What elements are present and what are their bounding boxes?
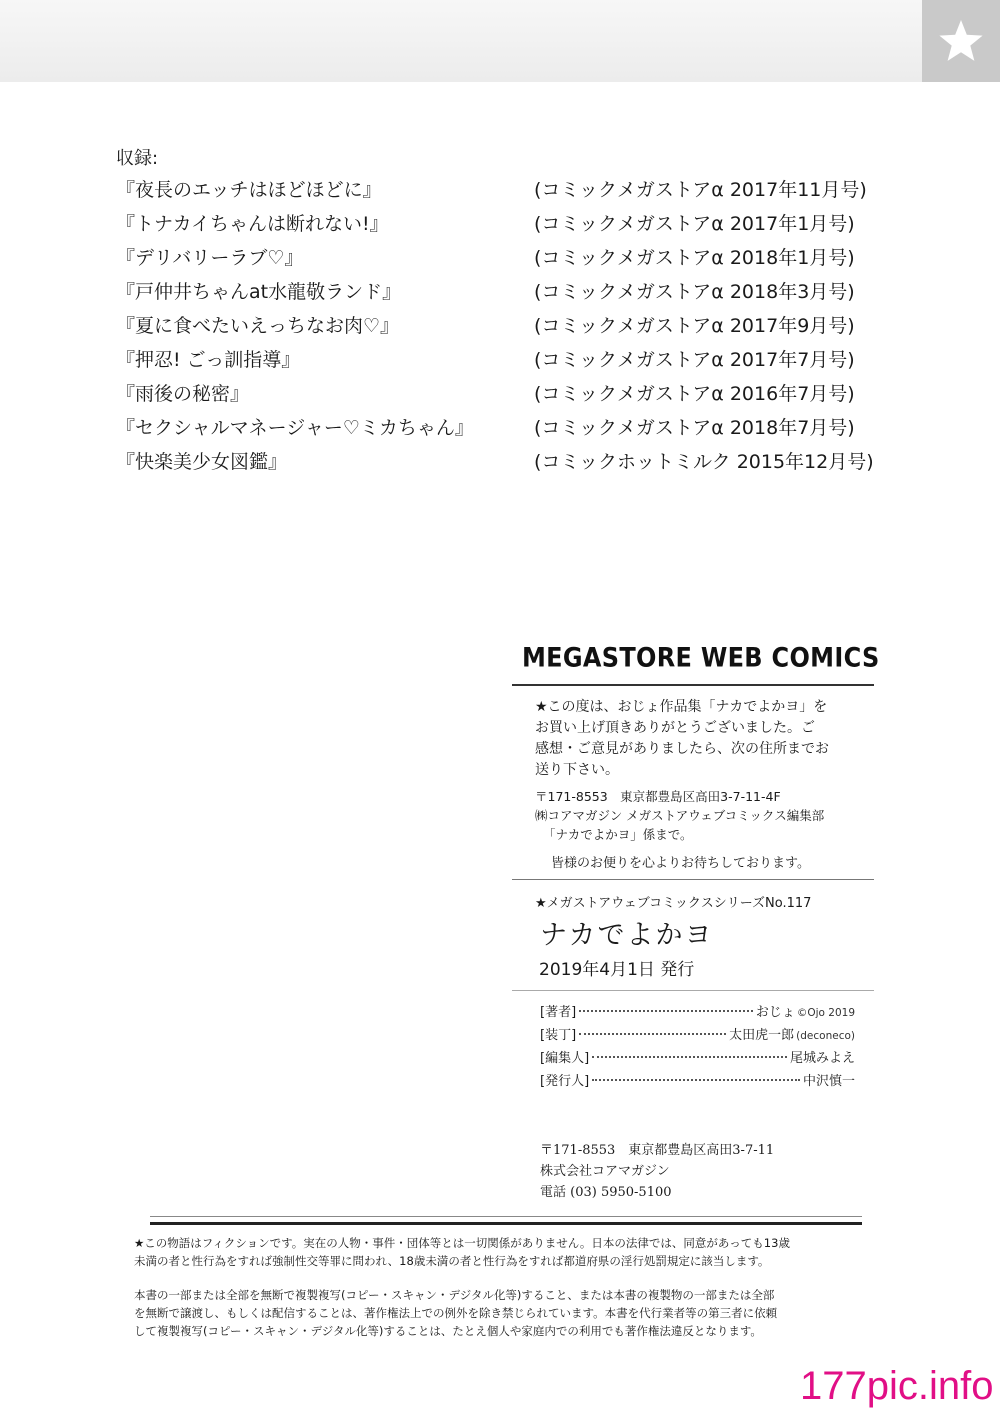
story-title: 『トナカイちゃんは断れない!』: [116, 213, 389, 235]
notice-line: を無断で譲渡し、もしくは配信することは、著作権法上での例外を除き禁じられています。本書を代行業者等の第三者に依頼: [134, 1306, 778, 1320]
publisher-line: 株式会社コアマガジン: [540, 1164, 670, 1179]
leader-dots: [579, 1010, 753, 1012]
credit-name: おじょ: [755, 1005, 795, 1020]
closing-line: 皆様のお便りを心よりお待ちしております。: [551, 856, 810, 871]
story-source: (コミックメガストアα 2017年11月号): [534, 179, 867, 201]
list-item: [116, 210, 906, 244]
story-source: (コミックメガストアα 2017年1月号): [534, 213, 855, 235]
story-title: 『夜長のエッチはほどほどに』: [116, 179, 382, 201]
credit-role: [著者]: [540, 1005, 577, 1020]
story-title: 『夏に食べたいえっちなお肉♡』: [116, 315, 400, 337]
leader-dots: [592, 1079, 800, 1081]
book-title: ナカでよかヨ: [540, 920, 714, 951]
story-title: 『戸仲井ちゃんat水龍敬ランド』: [116, 281, 402, 303]
credit-row: [540, 1047, 855, 1070]
story-title: 『デリバリーラブ♡』: [116, 247, 304, 269]
publisher-info: [540, 1140, 774, 1203]
list-item: [116, 448, 906, 482]
list-item: [116, 414, 906, 448]
copyright-notice: [134, 1286, 777, 1340]
story-source: (コミックメガストアα 2017年9月号): [534, 315, 855, 337]
notice-line: ★この物語はフィクションです。実在の人物・事件・団体等とは一切関係がありません。日本の法律では、同意があっても13歳: [134, 1236, 790, 1250]
story-source: (コミックメガストアα 2018年3月号): [534, 281, 855, 303]
credit-role: [編集人]: [540, 1051, 590, 1066]
message-line: 送り下さい。: [535, 762, 619, 778]
list-item: [116, 244, 906, 278]
leader-dots: [579, 1033, 726, 1035]
notice-line: 本書の一部または全部を無断で複製複写(コピー・スキャン・デジタル化等)すること、または本書の複製物の一部または全部: [134, 1288, 775, 1302]
divider: [150, 1222, 862, 1225]
credit-name: 中沢慎一: [802, 1074, 855, 1089]
notice-line: して複製複写(コピー・スキャン・デジタル化等)することは、たとえ個人や家庭内での利用でも著作権法違反となります。: [134, 1324, 762, 1338]
credit-role: [装丁]: [540, 1028, 577, 1043]
reader-message: [535, 697, 865, 781]
divider: [150, 1216, 862, 1217]
message-line: ★この度は、おじょ作品集「ナカでよかヨ」を: [535, 699, 828, 715]
corner-star-box: [922, 0, 1000, 82]
list-item: [116, 278, 906, 312]
contents-heading: 収録:: [116, 148, 159, 169]
story-title: 『雨後の秘密』: [116, 383, 250, 405]
story-title: 『セクシャルマネージャー♡ミカちゃん』: [116, 417, 474, 439]
publisher-line: 〒171-8553 東京都豊島区高田3-7-11: [540, 1143, 775, 1158]
publisher-line: 電話 (03) 5950-5100: [540, 1185, 672, 1200]
contents-list: [116, 176, 906, 482]
divider: [512, 684, 874, 686]
story-title: 『押忍! ごっ訓指導』: [116, 349, 301, 371]
credit-row: [540, 1001, 855, 1024]
leader-dots: [592, 1056, 787, 1058]
message-line: 感想・ご意見がありましたら、次の住所までお: [535, 741, 829, 757]
story-source: (コミックホットミルク 2015年12月号): [534, 451, 874, 473]
watermark: 177pic.info: [800, 1364, 994, 1408]
top-band: [0, 0, 922, 82]
story-source: (コミックメガストアα 2018年7月号): [534, 417, 855, 439]
star-icon: [937, 17, 985, 65]
mail-address: [535, 787, 824, 844]
address-line: 「ナカでよかヨ」係まで。: [543, 827, 693, 842]
message-line: お買い上げ頂きありがとうございました。ご: [535, 720, 815, 736]
credit-note: (deconeco): [796, 1030, 855, 1042]
credit-role: [発行人]: [540, 1074, 590, 1089]
story-source: (コミックメガストアα 2016年7月号): [534, 383, 855, 405]
divider: [512, 990, 874, 991]
series-label: ★メガストアウェブコミックスシリーズNo.117: [535, 896, 812, 911]
notice-line: 未満の者と性行為をすれば強制性交等罪に問われ、18歳未満の者と性行為をすれば都道府県の淫行処罰規定に該当します。: [134, 1254, 770, 1268]
issue-date: 2019年4月1日 発行: [539, 960, 695, 980]
credit-name: 尾城みよえ: [789, 1051, 855, 1066]
list-item: [116, 176, 906, 210]
fiction-notice: [134, 1234, 790, 1270]
divider: [512, 879, 874, 880]
credit-row: [540, 1024, 855, 1047]
list-item: [116, 312, 906, 346]
credit-note: ©Ojo 2019: [796, 1007, 855, 1019]
story-title: 『快楽美少女図鑑』: [116, 451, 288, 473]
address-line: ㈱コアマガジン メガストアウェブコミックス編集部: [535, 808, 825, 823]
story-source: (コミックメガストアα 2017年7月号): [534, 349, 855, 371]
credits: [540, 1001, 855, 1093]
story-source: (コミックメガストアα 2018年1月号): [534, 247, 855, 269]
address-line: 〒171-8553 東京都豊島区高田3-7-11-4F: [535, 789, 781, 804]
credit-name: 太田虎一郎: [729, 1028, 795, 1043]
list-item: [116, 380, 906, 414]
list-item: [116, 346, 906, 380]
brand-logo-text: MEGASTORE WEB COMICS: [522, 642, 880, 674]
credit-row: [540, 1070, 855, 1093]
